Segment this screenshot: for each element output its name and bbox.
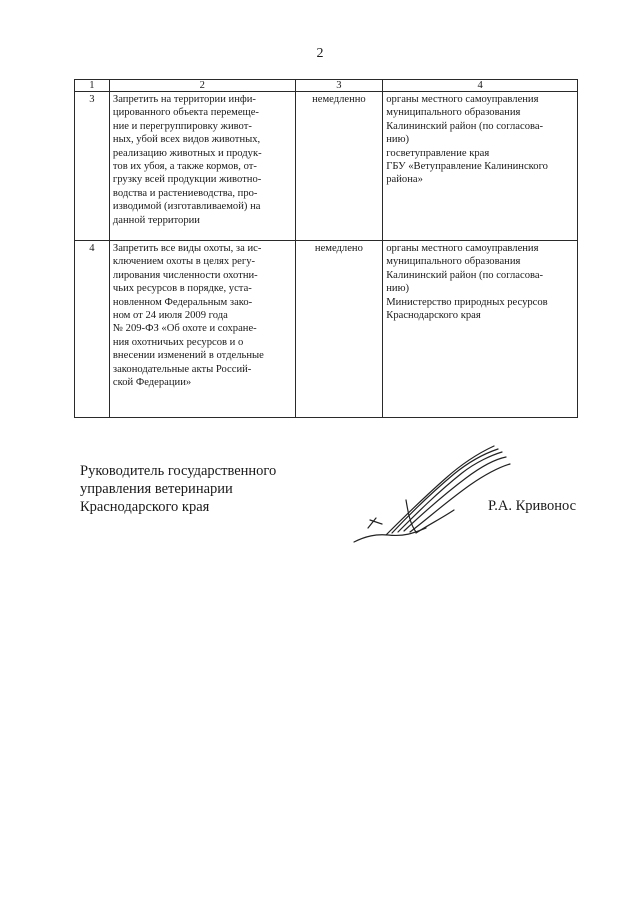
measures-table <box>74 79 578 418</box>
term-cell: немедлено <box>295 241 383 418</box>
measure-line: ние и перегруппировку живот- <box>112 120 252 132</box>
responsible-line: Калининский район (по согласова- <box>386 120 544 132</box>
measure-line: новленном Федеральным зако- <box>112 296 253 308</box>
measure-line: законодательные акты Россий- <box>112 363 252 375</box>
responsible-line: Калининский район (по согласова- <box>386 269 544 281</box>
header-cell: 1 <box>75 80 110 92</box>
measure-line: лирования численности охотни- <box>112 269 258 281</box>
header-cell: 3 <box>295 80 383 92</box>
signatory-title-line: Руководитель государственного <box>80 463 277 479</box>
responsible-line: госветуправление края <box>386 147 490 159</box>
responsible-line: муниципального образования <box>386 107 521 119</box>
signatory-title-line: управления ветеринарии <box>80 481 233 497</box>
header-cell: 2 <box>109 80 295 92</box>
row-number: 4 <box>75 241 110 418</box>
table-row <box>75 241 578 418</box>
row-number: 3 <box>75 92 110 241</box>
measure-line: внесении изменений в отдельные <box>112 350 264 362</box>
measure-cell <box>109 241 295 418</box>
measure-line: ном от 24 июля 2009 года <box>112 310 228 322</box>
measure-line: водства и растениеводства, про- <box>112 187 258 199</box>
measure-line: чьих ресурсов в порядке, уста- <box>112 283 252 295</box>
measure-line: Запретить на территории инфи- <box>112 94 256 105</box>
measure-line: ключением охоты в целях регу- <box>112 256 256 268</box>
responsible-line: ГБУ «Ветуправление Калининского <box>386 161 548 173</box>
measure-line: реализацию животных и продук- <box>112 147 262 159</box>
responsible-line: нию) <box>386 283 410 295</box>
responsible-cell <box>383 241 578 418</box>
page-number: 2 <box>316 46 324 61</box>
measure-line: данной территории <box>112 214 200 226</box>
table-row <box>75 92 578 241</box>
measure-line: № 209-ФЗ «Об охоте и сохране- <box>112 323 257 335</box>
responsible-line: района» <box>386 174 423 186</box>
measure-line: ской Федерации» <box>112 377 192 389</box>
measure-line: тов их убоя, а также кормов, от- <box>112 161 257 173</box>
responsible-line: нию) <box>386 134 410 146</box>
measure-cell <box>109 92 295 241</box>
header-cell: 4 <box>383 80 578 92</box>
signatory-title-line: Краснодарского края <box>80 499 210 515</box>
handwritten-signature <box>346 440 516 550</box>
measure-line: грузку всей продукции животно- <box>112 174 262 186</box>
measure-line: Запретить все виды охоты, за ис- <box>112 243 262 254</box>
signatory-title <box>80 462 276 516</box>
responsible-line: органы местного самоуправления <box>386 243 539 254</box>
measure-line: изводимой (изготавливаемой) на <box>112 201 261 213</box>
responsible-cell <box>383 92 578 241</box>
responsible-line: Краснодарского края <box>386 310 481 322</box>
responsible-line: Министерство природных ресурсов <box>386 296 548 308</box>
table-header-row <box>75 80 578 92</box>
responsible-line: органы местного самоуправления <box>386 94 539 105</box>
signer-name: Р.А. Кривонос <box>488 498 577 514</box>
measure-line: цированного объекта перемеще- <box>112 107 259 119</box>
measure-line: ния охотничьих ресурсов и о <box>112 336 244 348</box>
measure-line: ных, убой всех видов животных, <box>112 134 261 146</box>
term-cell: немедленно <box>295 92 383 241</box>
responsible-line: муниципального образования <box>386 256 521 268</box>
